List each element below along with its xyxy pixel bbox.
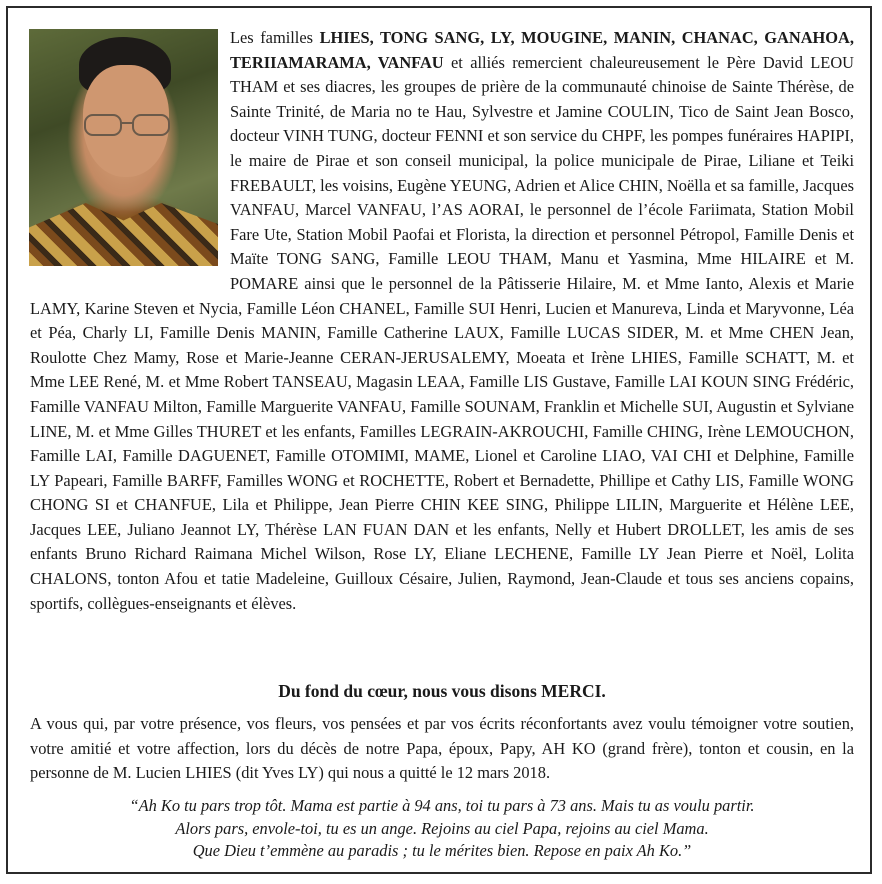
condolence-paragraph: A vous qui, par votre présence, vos fleurs, vos pensées et par vos écrits réconfortants avez voulu témoigner votre soutien, votre amitié et votre affection, lors du décès de notre Papa, époux, Papy, AH KO (grand frère), tonton et cousin, en la personne de M. Lucien LHIES (dit Yves LY) qui nous a quitté le 12 mars 2018. xyxy=(30,714,854,783)
merci-heading: Du fond du cœur, nous vous disons MERCI. xyxy=(278,681,606,701)
quote-line-2: Alors pars, envole-toi, tu es un ange. Rejoins au ciel Papa, rejoins au ciel Mama. xyxy=(175,818,709,838)
intro-text: Les familles xyxy=(230,28,320,47)
photo-spacer xyxy=(30,26,230,272)
family-names: LHIES, TONG SANG, LY, MOUGINE, MANIN, CHANAC, GANAHOA, TERIIAMARAMA, VANFAU xyxy=(230,28,854,72)
quote-line-3: Que Dieu t’emmène au paradis ; tu le mérites bien. Repose en paix Ah Ko.” xyxy=(192,841,692,860)
farewell-quote xyxy=(30,795,854,863)
quote-line-1: “Ah Ko tu pars trop tôt. Mama est partie à 94 ans, toi tu pars à 73 ans. Mais tu as voulu partir. xyxy=(129,796,755,815)
thanks-paragraph xyxy=(30,26,854,616)
thanks-list: et alliés remercient chaleureusement le Père David LEOU THAM et ses diacres, les groupes de prière de la communauté chinoise de Sainte Thérèse, de Sainte Trinité, de Maria no te Hau, Sylvestre et Jamine COULIN, Tico de Saint Jean Bosco, docteur VINH TUNG, docteur FENNI et son service du CHPF, les pompes funéraires HAPIPI, le maire de Pirae et son conseil municipal, la police municipale de Pirae, Liliane et Teiki FREBAULT, les voisins, Eugène YEUNG, Adrien et Alice CHIN, Noëlla et sa famille, Jacques VANFAU, Marcel VANFAU, l’AS AORAI, le personnel de l’école Fariimata, Station Mobil Fare Ute, Station Mobil Paofai et Florista, la direction et personnel Pétropol, Famille Denis et Maïte TONG SANG, Famille LEOU THAM, Manu et Yasmina, Mme HILAIRE et M. POMARE ainsi que le personnel de la Pâtisserie Hilaire, M. et Mme Ianto, Alexis et Marie LAMY, Karine Steven et Nycia, Famille Léon CHANEL, Famille SUI Henri, Lucien et Manureva, Linda et Maryvonne, Léa et Péa, Charly LI, Famille Denis MANIN, Famille Catherine LAUX, Famille LUCAS SIDER, M. et Mme CHEN Jean, Roulotte Chez Mamy, Rose et Marie-Jeanne CERAN-JERUSALEMY, Moeata et Irène LHIES, Famille SCHATT, M. et Mme LEE René, M. et Mme Robert TANSEAU, Magasin LEAA, Famille LIS Gustave, Famille LAI KOUN SING Frédéric, Famille VANFAU Milton, Famille Marguerite VANFAU, Famille SOUNAM, Franklin et Michelle SUI, Augustin et Sylviane LINE, M. et Mme Gilles THURET et les enfants, Familles LEGRAIN-AKROUCHI, Famille CHING, Irène LEMOUCHON, Famille LAI, Famille DAGUENET, Famille OTOMIMI, MAME, Lionel et Caroline LIAO, VAI CHI et Delphine, Famille LY Papeari, Famille BARFF, Familles WONG et ROCHETTE, Robert et Bernadette, Phillipe et Cathy LIS, Famille WONG CHONG SI et CHANFUE, Lila et Philippe, Jean Pierre CHIN KEE SING, Philippe LILIN, Marguerite et Hélène LEE, Jacques LEE, Juliano Jeannot LY, Thérèse LAN FUAN DAN et les enfants, Nelly et Hubert DROLLET, les amis de ses enfants Bruno Richard Raimana Michel Wilson, Rose LY, Eliane LECHENE, Famille LY Jean Pierre et Noël, Lolita CHALONS, tonton Afou et tatie Madeleine, Guilloux Césaire, Julien, Raymond, Jean-Claude et tous ses anciens copains, sportifs, collègues-enseignants et élèves. xyxy=(30,52,854,613)
